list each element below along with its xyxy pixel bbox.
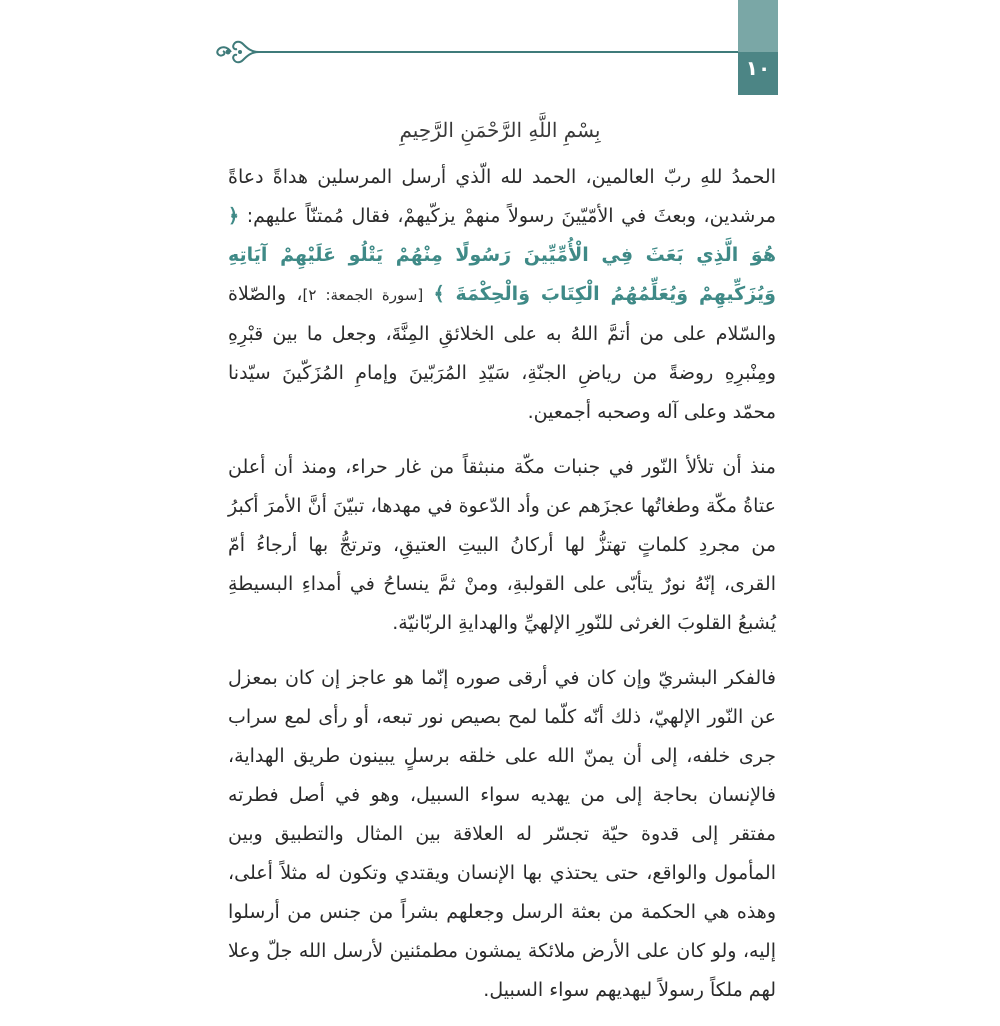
header-rule [258,51,738,53]
floral-ornament-icon [215,36,261,68]
paragraph-1 [228,158,776,432]
basmala: بِسْمِ اللَّهِ الرَّحْمَنِ الرَّحِيمِ [399,118,601,142]
quran-verse: ﴿ هُوَ الَّذِي بَعَثَ فِي الْأُمِّيِّينَ رَسُولًا مِنْهُمْ يَتْلُو عَلَيْهِمْ آيَاتِهِ وَيُزَكِّيهِمْ وَيُعَلِّمُهُمُ الْكِتَابَ وَالْحِكْمَةَ ﴾ [228,205,776,305]
intro-text: الحمدُ للهِ ربّ العالمين، الحمد لله الّذي أرسل المرسلين هداةً دعاةً مرشدين، وبعثَ في الأمّيّينَ رسولاً منهمْ يزكّيهمْ، فقال مُمتنّاً عليهم: [228,166,776,227]
verse-reference: [سورة الجمعة: ٢] [302,286,424,304]
paragraph-1-rest: ، والصّلاة والسّلام على من أتمَّ اللهُ به على الخلائقِ المِنَّةَ، وجعل ما بين قبْرِهِ ومِنْبرِهِ روضةً من رياضِ الجنّةِ، سَيّدِ المُرَبّينَ وإمامِ المُزَكّينَ سيّدنا محمّد وعلى آله وصحبه أجمعين. [228,283,776,423]
paragraph-2: منذ أن تلألأ النّور في جنبات مكّة منبثقاً من غار حراء، ومنذ أن أعلن عتاةُ مكّة وطغاتُها عجزَهم عن وأد الدّعوة في مهدها، تبيّنَ أنَّ الأمرَ أكبرُ من مجردِ كلماتٍ تهتزُّ لها أركانُ البيتِ العتيقِ، وترتجُّ بها أرجاءُ أمّ القرى، إنّهُ نورٌ يتأبّى على القولبةِ، ومنْ ثمَّ ينساحُ في أمداءِ البسيطةِ يُشبعُ القلوبَ الغرثى للنّورِ الإلهيِّ والهدايةِ الربّانيّة. [228,456,776,634]
page-tab-top [738,0,778,52]
page-number: ١٠ [745,56,771,80]
page-body [228,158,776,1026]
paragraph-3: فالفكر البشريّ وإن كان في أرقى صوره إنّما هو عاجز إن كان بمعزل عن النّور الإلهيّ، ذلك أنّه كلّما لمح بصيص نور تبعه، أو رأى لمع سراب جرى خلفه، إلى أن يمنّ الله على خلقه برسلٍ يبينون طريق الهداية، فالإنسان بحاجة إلى من يهديه سواء السبيل، وهو في أصل فطرته مفتقر إلى قدوة حيّة تجسّر له العلاقة بين المثال والتطبيق وبين المأمول والواقع، حتى يحتذي بها الإنسان ويقتدي وتكون له مثلاً أعلى، وهذه هي الحكمة من بعثة الرسل وجعلهم بشراً من جنس من أرسلوا إليه، ولو كان على الأرض ملائكة يمشون مطمئنين لأرسل الله جلّ وعلا لهم ملكاً رسولاً ليهديهم سواء السبيل. [228,667,776,1001]
page-number-tab [738,0,778,95]
